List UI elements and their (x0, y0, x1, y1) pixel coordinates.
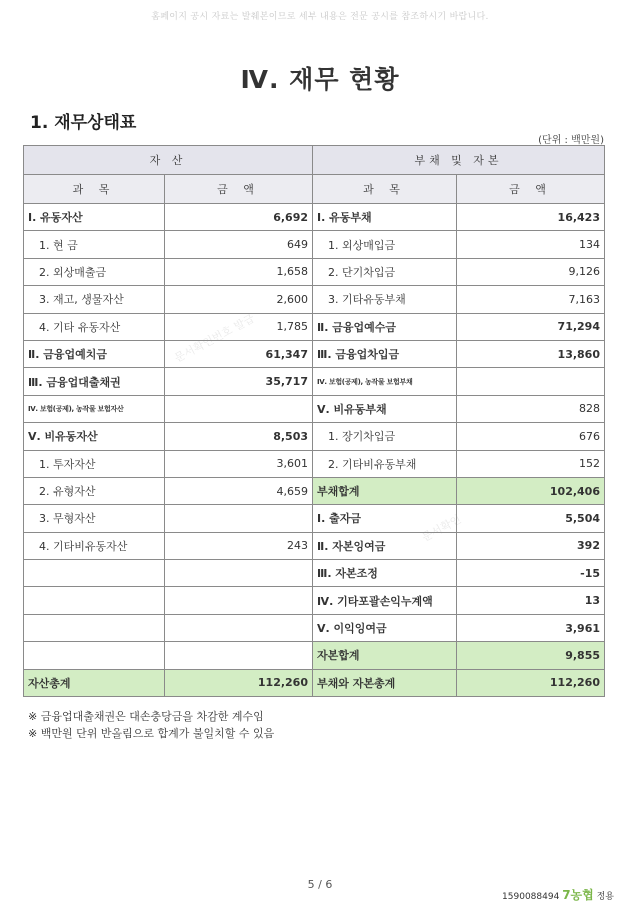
asset-label: 4. 기타비유동자산 (24, 532, 165, 559)
liability-label: 3. 기타유동부채 (313, 286, 457, 313)
asset-amount: 243 (165, 532, 313, 559)
assets-header: 자 산 (24, 146, 313, 175)
liability-amount: 13,860 (457, 340, 605, 367)
asset-label: 3. 재고, 생물자산 (24, 286, 165, 313)
assets-amount-column-header: 금 액 (165, 175, 313, 204)
balance-sheet-table (23, 145, 605, 697)
watermark: 문서확인 (419, 512, 464, 545)
liability-label: Ⅴ. 비유동부채 (313, 395, 457, 422)
table-row (24, 450, 605, 477)
liability-label: Ⅲ. 금융업차입금 (313, 340, 457, 367)
table-row (24, 286, 605, 313)
asset-amount: 1,785 (165, 313, 313, 340)
nh-logo: 7농협 (562, 888, 594, 902)
equity-label: Ⅲ. 자본조정 (313, 560, 457, 587)
liability-amount: 152 (457, 450, 605, 477)
liabilities-amount-column-header: 금 액 (457, 175, 605, 204)
liability-label: 1. 외상매입금 (313, 231, 457, 258)
equity-total-amount: 9,855 (457, 642, 605, 669)
asset-label: 1. 투자자산 (24, 450, 165, 477)
asset-amount: 8,503 (165, 423, 313, 450)
section-title: Ⅳ. 재무 현황 (240, 65, 400, 94)
asset-label (24, 642, 165, 669)
liabilities-item-column-header: 과 목 (313, 175, 457, 204)
asset-amount: 6,692 (165, 204, 313, 231)
equity-amount: 5,504 (457, 505, 605, 532)
asset-amount (165, 614, 313, 641)
asset-amount (165, 642, 313, 669)
asset-label (24, 560, 165, 587)
asset-amount (165, 560, 313, 587)
asset-amount: 35,717 (165, 368, 313, 395)
liabilities-equity-total-label: 부채와 자본총계 (313, 669, 457, 696)
footnote: ※ 백만원 단위 반올림으로 합계가 불일치할 수 있음 (28, 727, 275, 740)
liabilities-total-amount: 102,406 (457, 477, 605, 504)
equity-label: Ⅱ. 자본잉여금 (313, 532, 457, 559)
table-row (24, 587, 605, 614)
table-row (24, 560, 605, 587)
asset-amount (165, 587, 313, 614)
asset-amount: 2,600 (165, 286, 313, 313)
liabilities-equity-header: 부채 및 자본 (313, 146, 605, 175)
page-number: 5 / 6 (307, 878, 333, 891)
liability-label: 1. 장기차입금 (313, 423, 457, 450)
assets-item-column-header: 과 목 (24, 175, 165, 204)
table-row (24, 669, 605, 696)
liability-amount: 676 (457, 423, 605, 450)
asset-amount: 3,601 (165, 450, 313, 477)
liability-label: 2. 단기차입금 (313, 258, 457, 285)
asset-amount: 1,658 (165, 258, 313, 285)
table-header-row (24, 146, 605, 175)
liability-amount: 134 (457, 231, 605, 258)
asset-label: 3. 무형자산 (24, 505, 165, 532)
table-row (24, 368, 605, 395)
liability-amount: 16,423 (457, 204, 605, 231)
subsection-title: 1. 재무상태표 (30, 113, 137, 133)
asset-label: Ⅳ. 보험(공제), 농작물 보험자산 (24, 395, 165, 422)
table-row (24, 231, 605, 258)
asset-label (24, 614, 165, 641)
asset-amount (165, 505, 313, 532)
liability-label: Ⅳ. 보험(공제), 농작물 보험부채 (313, 368, 457, 395)
equity-amount: 392 (457, 532, 605, 559)
asset-label: 1. 현 금 (24, 231, 165, 258)
table-subheader-row (24, 175, 605, 204)
liability-amount: 9,126 (457, 258, 605, 285)
equity-amount: -15 (457, 560, 605, 587)
footnote: ※ 금융업대출채권은 대손충당금을 차감한 계수임 (28, 710, 264, 723)
asset-label: 2. 외상매출금 (24, 258, 165, 285)
table-row (24, 340, 605, 367)
asset-amount: 649 (165, 231, 313, 258)
liabilities-equity-total-amount: 112,260 (457, 669, 605, 696)
equity-amount: 3,961 (457, 614, 605, 641)
equity-label: Ⅴ. 이익잉여금 (313, 614, 457, 641)
table-row (24, 258, 605, 285)
unit-label: (단위 : 백만원) (538, 135, 604, 146)
assets-total-label: 자산총계 (24, 669, 165, 696)
table-row (24, 395, 605, 422)
table-row (24, 614, 605, 641)
assets-total-amount: 112,260 (165, 669, 313, 696)
table-row (24, 423, 605, 450)
liability-amount (457, 368, 605, 395)
asset-label (24, 587, 165, 614)
table-row (24, 204, 605, 231)
table-row (24, 532, 605, 559)
asset-label: Ⅱ. 금융업예치금 (24, 340, 165, 367)
footnotes (28, 708, 274, 742)
footer-id (502, 886, 614, 903)
footer-code: 1590088494 (502, 892, 560, 902)
table-row (24, 477, 605, 504)
asset-amount: 61,347 (165, 340, 313, 367)
asset-amount (165, 395, 313, 422)
asset-label: Ⅴ. 비유동자산 (24, 423, 165, 450)
footer-suffix: 정용 (596, 892, 614, 902)
asset-label: 4. 기타 유동자산 (24, 313, 165, 340)
equity-amount: 13 (457, 587, 605, 614)
liabilities-total-label: 부채합계 (313, 477, 457, 504)
liability-amount: 71,294 (457, 313, 605, 340)
table-row (24, 313, 605, 340)
asset-label: 2. 유형자산 (24, 477, 165, 504)
equity-total-label: 자본합계 (313, 642, 457, 669)
asset-label: Ⅲ. 금융업대출채권 (24, 368, 165, 395)
watermark: 문서확인번호 발급 (172, 311, 257, 365)
liability-amount: 7,163 (457, 286, 605, 313)
liability-label: Ⅱ. 금융업예수금 (313, 313, 457, 340)
table-row (24, 642, 605, 669)
liability-label: 2. 기타비유동부채 (313, 450, 457, 477)
equity-label: Ⅳ. 기타포괄손익누계액 (313, 587, 457, 614)
liability-amount: 828 (457, 395, 605, 422)
asset-label: Ⅰ. 유동자산 (24, 204, 165, 231)
top-notice: 홈페이지 공시 자료는 발췌본이므로 세부 내용은 전문 공시를 참조하시기 바랍니다. (151, 12, 489, 22)
equity-label: Ⅰ. 출자금 (313, 505, 457, 532)
table-row (24, 505, 605, 532)
asset-amount: 4,659 (165, 477, 313, 504)
liability-label: Ⅰ. 유동부채 (313, 204, 457, 231)
